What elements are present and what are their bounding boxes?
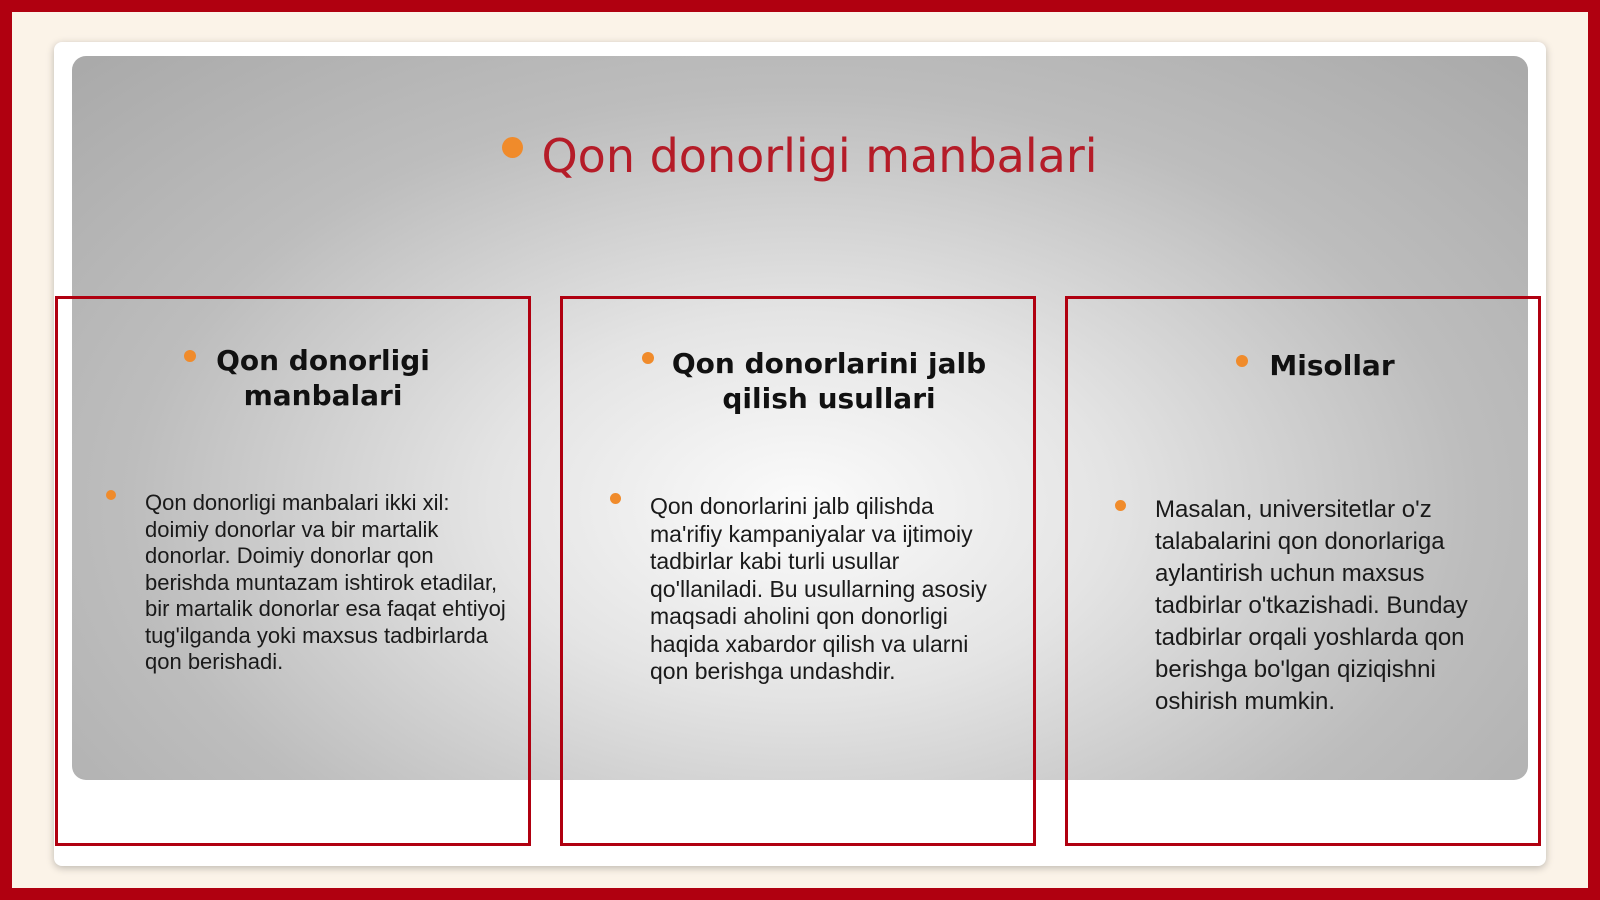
bullet-icon — [610, 493, 621, 504]
column-heading: Qon donorlarini jalb qilish usullari — [671, 347, 987, 415]
column-heading: Misollar — [1269, 349, 1395, 382]
slide-title-text: Qon donorligi manbalari — [541, 129, 1098, 183]
bullet-icon — [1115, 500, 1126, 511]
bullet-icon — [1236, 355, 1248, 367]
slide-title — [0, 128, 1600, 184]
bullet-icon — [184, 350, 196, 362]
column-body: Masalan, universitetlar o'z talabalarini qon donorlariga aylantirish uchun maxsus tadbirlar o'tkazishadi. Bunday tadbirlar orqali yoshlarda qon berishga bo'lgan qiziqishni oshirish mumkin. — [1155, 496, 1468, 715]
bullet-icon — [642, 352, 654, 364]
column-body: Qon donorlarini jalb qilishda ma'rifiy kampaniyalar va ijtimoiy tadbirlar kabi turli usullar qo'llaniladi. Bu usullarning asosiy maqsadi aholini qon donorligi haqida xabardor qilish va ularni qon berishga undashdir. — [650, 493, 987, 684]
column-heading: Qon donorligi manbalari — [216, 344, 430, 412]
column-body: Qon donorligi manbalari ikki xil: doimiy donorlar va bir martalik donorlar. Doimiy donorlar qon berishda muntazam ishtirok etadilar, bir martalik donorlar esa faqat ehtiyoj tug'ilganda yoki maxsus tadbirlarda qon berishadi. — [145, 490, 506, 674]
bullet-icon — [106, 490, 116, 500]
bullet-icon — [502, 137, 523, 158]
